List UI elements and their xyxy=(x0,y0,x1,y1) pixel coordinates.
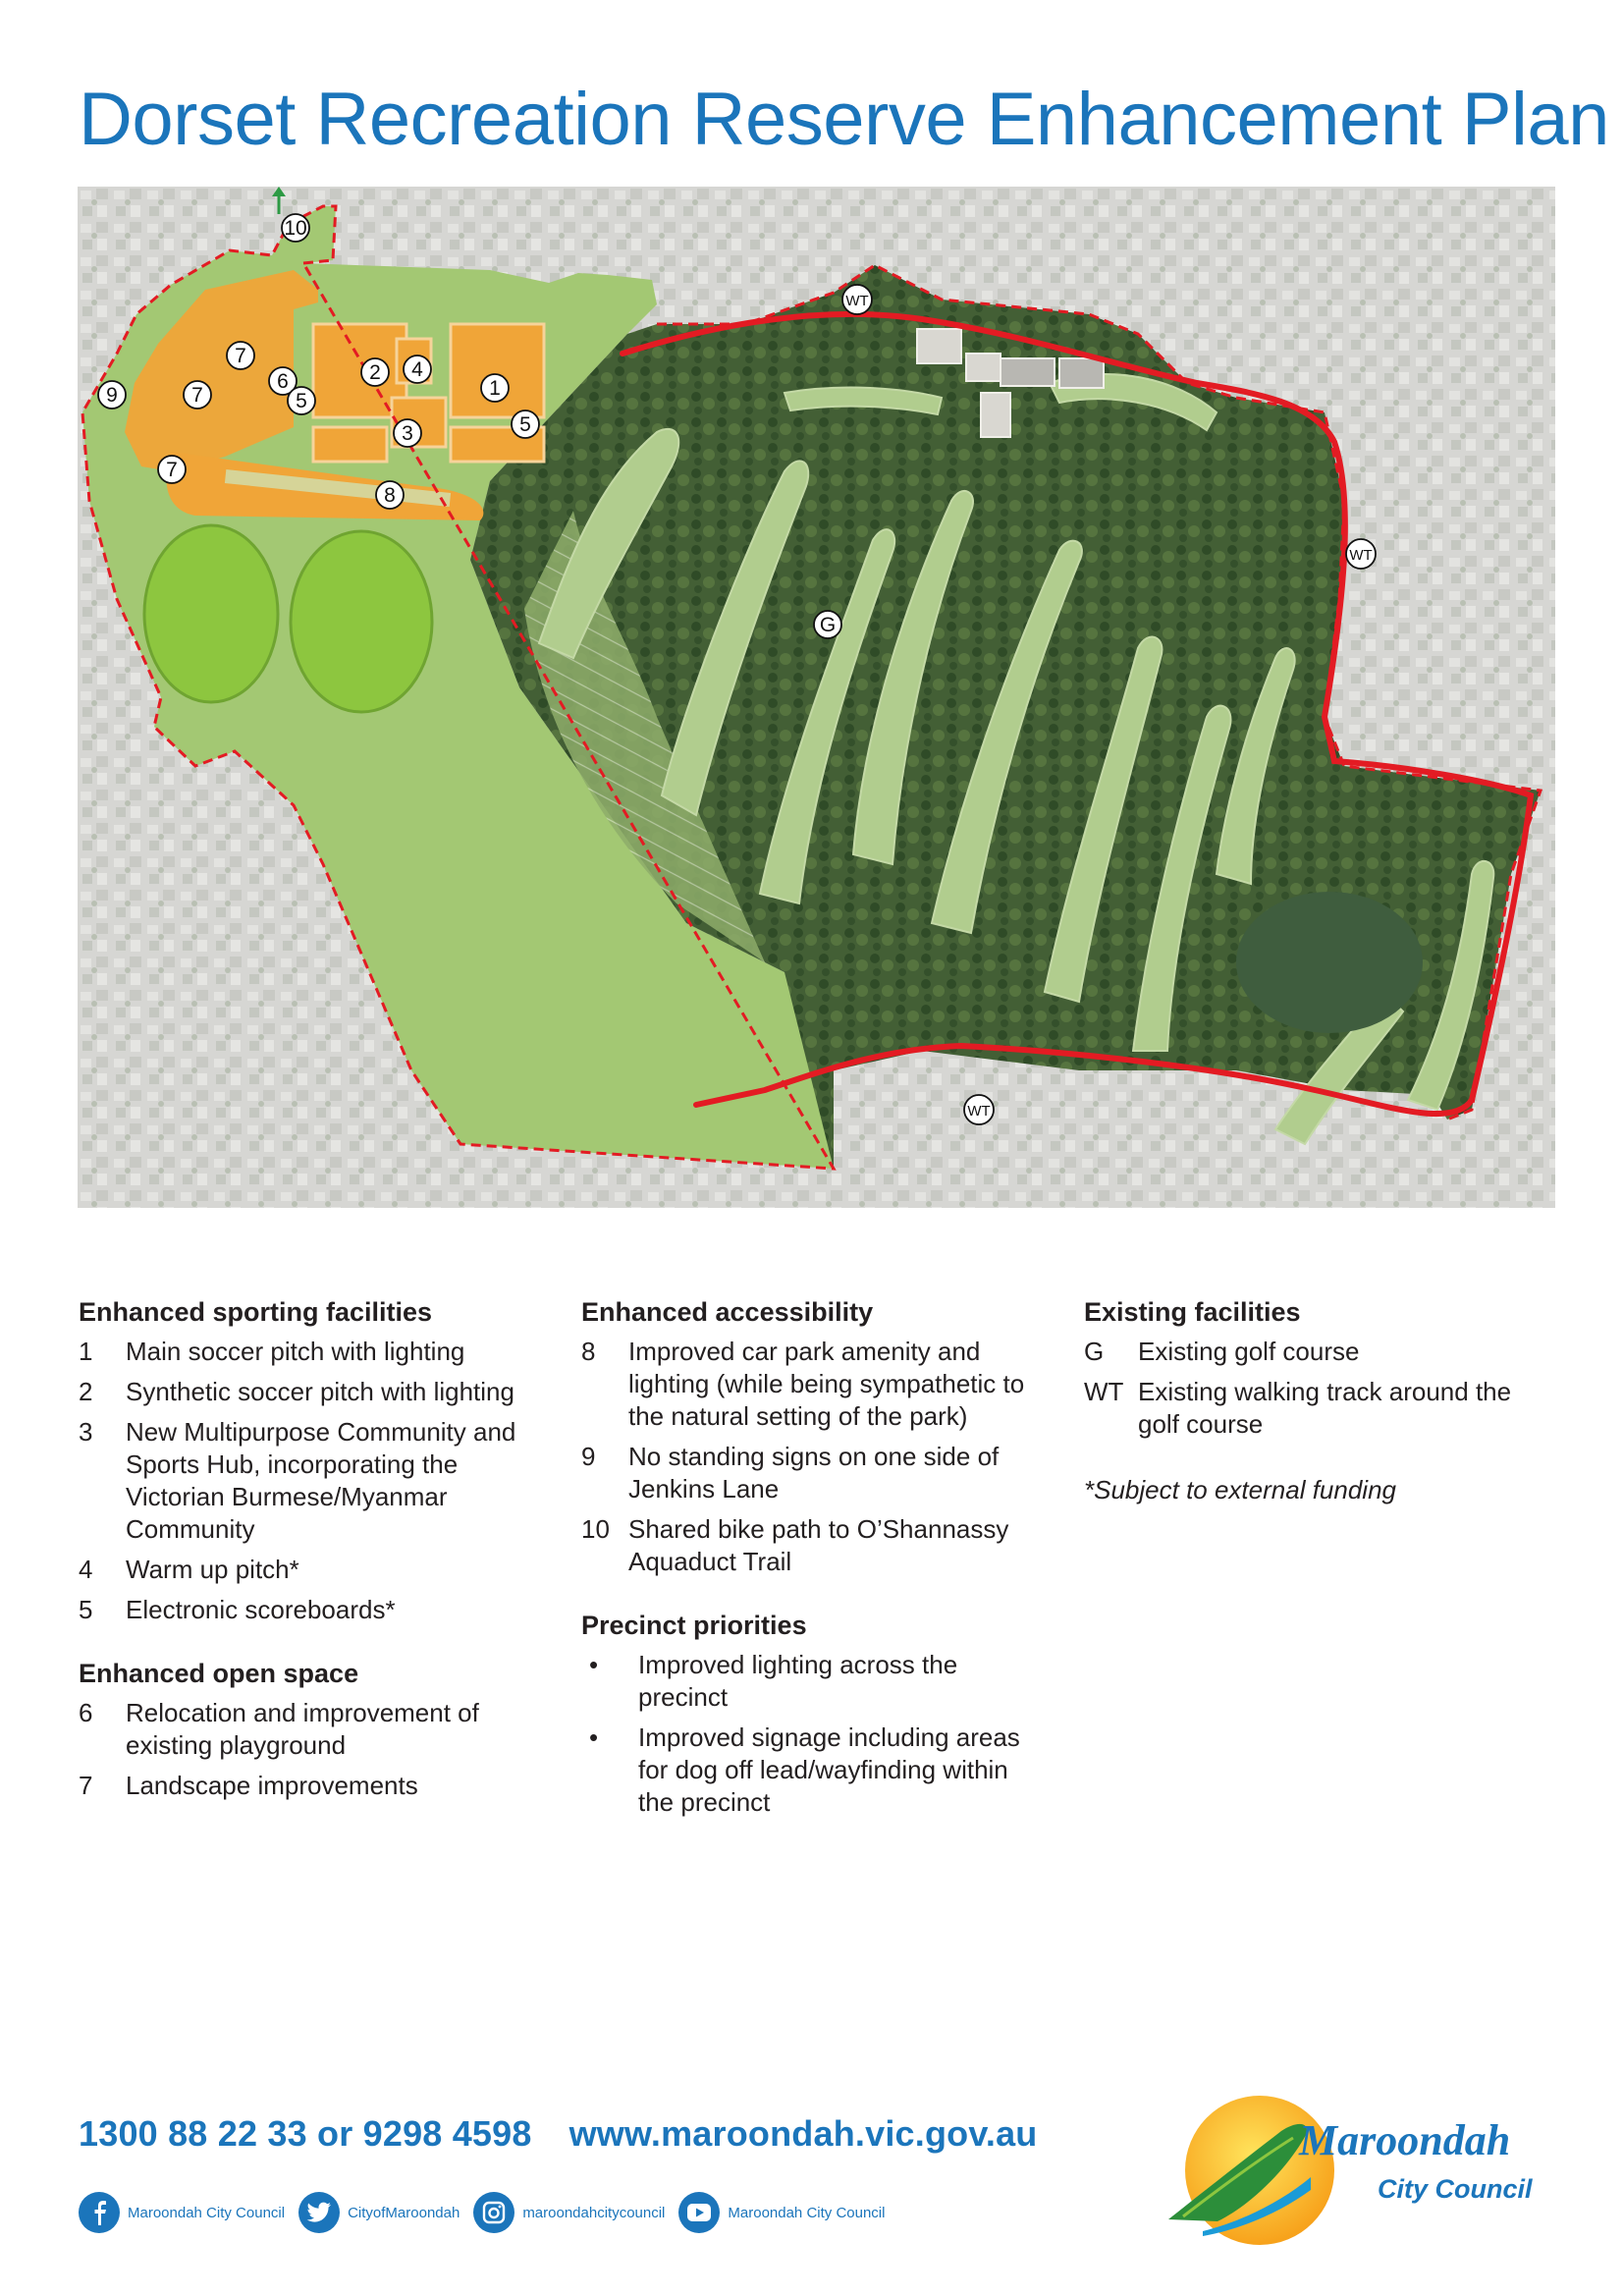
legend-item: WT Existing walking track around the golf course xyxy=(1084,1377,1512,1439)
marker-wt3 xyxy=(964,1095,994,1124)
svg-text:10: 10 xyxy=(284,217,307,240)
legend-item: 1 Main soccer pitch with lighting xyxy=(79,1337,465,1366)
social-facebook[interactable]: Maroondah City Council xyxy=(79,2192,285,2233)
heading-precinct: Precinct priorities xyxy=(581,1611,807,1640)
marker-1 xyxy=(481,374,509,402)
legend-item: • Improved signage including areas for dog off lead/wayfinding within the precinct xyxy=(589,1722,1020,1817)
legend-item: 5 Electronic scoreboards* xyxy=(79,1595,396,1624)
funding-note: *Subject to external funding xyxy=(1084,1475,1396,1504)
twitter-icon xyxy=(298,2192,340,2233)
legend-column-3 xyxy=(1084,1294,1516,1506)
oval-2 xyxy=(291,531,432,712)
svg-text:5: 5 xyxy=(519,413,531,436)
svg-text:6: 6 xyxy=(277,370,289,393)
svg-text:9: 9 xyxy=(106,384,118,407)
svg-text:WT: WT xyxy=(967,1103,991,1120)
svg-text:WT: WT xyxy=(845,293,869,309)
logo-subtitle: City Council xyxy=(1378,2174,1533,2204)
social-links xyxy=(79,2192,898,2233)
marker-5a xyxy=(288,387,315,414)
marker-wt2 xyxy=(1346,539,1376,569)
legend-item: 2 Synthetic soccer pitch with lighting xyxy=(79,1377,514,1406)
svg-text:G: G xyxy=(819,614,837,636)
heading-accessibility: Enhanced accessibility xyxy=(581,1297,874,1327)
marker-9 xyxy=(98,381,126,409)
phone-number: 1300 88 22 33 or 9298 4598 xyxy=(79,2113,532,2154)
pitch-1 xyxy=(451,324,544,417)
svg-text:2: 2 xyxy=(369,361,381,384)
legend-item: 10 Shared bike path to O’Shannassy Aquaduct Trail xyxy=(581,1514,1009,1576)
instagram-icon xyxy=(473,2192,514,2233)
marker-g xyxy=(814,611,841,638)
marker-7b xyxy=(184,381,211,409)
maroondah-logo xyxy=(1163,2084,1556,2261)
site-plan-map xyxy=(78,187,1555,1208)
svg-text:4: 4 xyxy=(411,358,423,381)
page-title: Dorset Recreation Reserve Enhancement Plan xyxy=(79,78,1609,161)
oval-1 xyxy=(144,525,278,702)
website-link[interactable]: www.maroondah.vic.gov.au xyxy=(568,2113,1038,2154)
svg-text:WT: WT xyxy=(1349,547,1373,564)
marker-8 xyxy=(376,481,404,509)
marker-7c xyxy=(158,456,186,483)
legend-item: G Existing golf course xyxy=(1084,1337,1360,1366)
legend-column-2 xyxy=(581,1294,1043,1827)
social-youtube[interactable]: Maroondah City Council xyxy=(678,2192,885,2233)
marker-2 xyxy=(361,358,389,386)
legend-item: 7 Landscape improvements xyxy=(79,1771,418,1800)
legend-item: 4 Warm up pitch* xyxy=(79,1555,299,1584)
svg-text:7: 7 xyxy=(191,384,203,407)
svg-text:5: 5 xyxy=(296,390,307,412)
marker-4 xyxy=(404,355,431,383)
marker-wt1 xyxy=(842,285,872,314)
legend-item: • Improved lighting across the precinct xyxy=(589,1650,958,1712)
logo-wordmark: Maroondah xyxy=(1299,2116,1511,2164)
legend-column-1 xyxy=(79,1294,530,1810)
heading-open-space: Enhanced open space xyxy=(79,1659,359,1688)
marker-7a xyxy=(227,342,254,369)
heading-sporting: Enhanced sporting facilities xyxy=(79,1297,433,1327)
golf-lake xyxy=(1236,892,1423,1033)
marker-10 xyxy=(282,214,309,242)
social-twitter[interactable]: CityofMaroondah xyxy=(298,2192,460,2233)
site-plan-svg xyxy=(78,187,1555,1208)
social-instagram[interactable]: maroondahcitycouncil xyxy=(473,2192,665,2233)
marker-5b xyxy=(512,410,539,438)
marker-3 xyxy=(394,419,421,447)
logo-emblem-icon xyxy=(1163,2084,1556,2261)
facebook-icon xyxy=(79,2192,120,2233)
contact-line xyxy=(79,2113,1038,2155)
svg-text:7: 7 xyxy=(166,459,178,481)
svg-text:1: 1 xyxy=(489,377,501,400)
svg-text:7: 7 xyxy=(235,345,246,367)
legend-item: 6 Relocation and improvement of existing playground xyxy=(79,1698,479,1760)
svg-text:3: 3 xyxy=(402,422,413,445)
legend-item: 9 No standing signs on one side of Jenkins Lane xyxy=(581,1442,1000,1503)
youtube-icon xyxy=(678,2192,720,2233)
heading-existing: Existing facilities xyxy=(1084,1297,1301,1327)
svg-text:8: 8 xyxy=(384,484,396,507)
legend-item: 3 New Multipurpose Community and Sports Hub, incorporating the Victorian Burmese/Myanmar Community xyxy=(79,1417,516,1544)
legend-item: 8 Improved car park amenity and lighting (while being sympathetic to the natural setting of the park) xyxy=(581,1337,1025,1431)
